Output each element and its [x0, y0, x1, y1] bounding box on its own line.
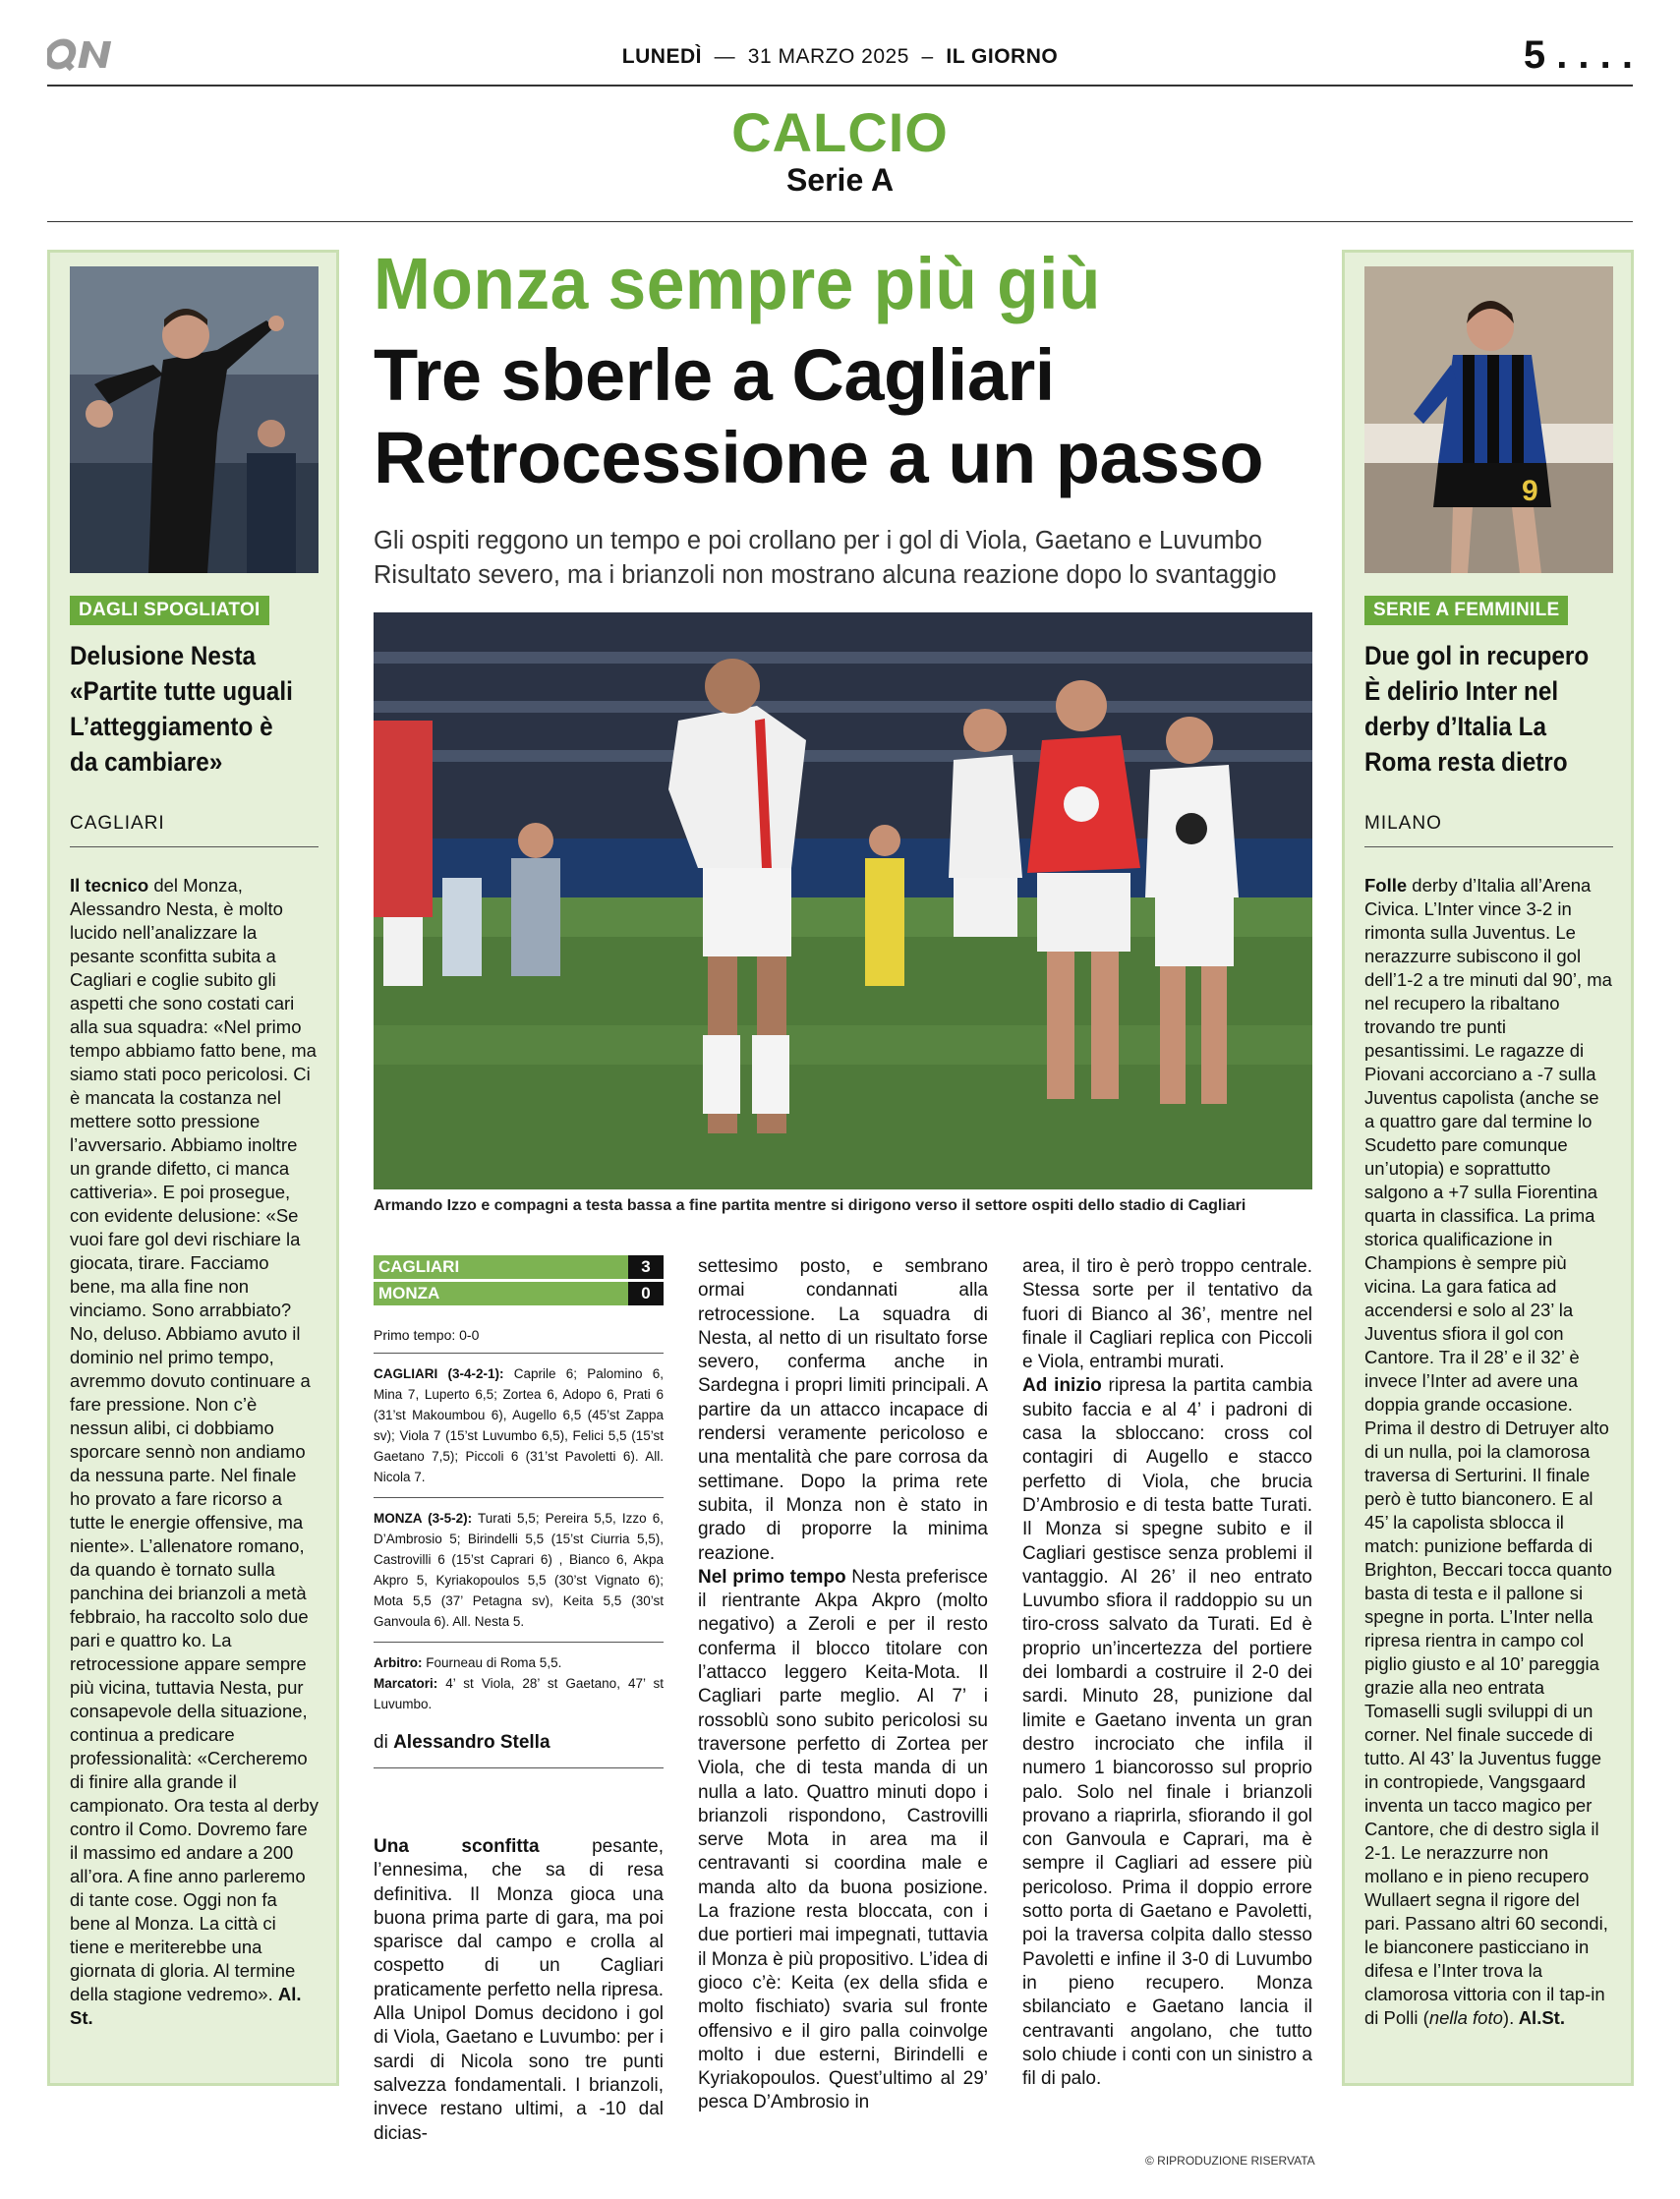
sidebar-signature: Al. St. — [70, 1984, 302, 2028]
main-photo — [374, 612, 1312, 1189]
sidebar-signature: Al.St. — [1518, 2007, 1565, 2028]
nesta-photo — [70, 266, 319, 573]
copyright-notice: © RIPRODUZIONE RISERVATA — [1145, 2154, 1315, 2168]
dateline: LUNEDÌ — 31 MARZO 2025 – IL GIORNO — [621, 45, 1059, 68]
masthead — [47, 33, 1633, 87]
article-column-1: Una sconfitta pesante, l’ennesima, che sa di resa definitiva. Il Monza gioca una buona prima parte di gara, ma poi sparisce dal campo e crolla al cospetto di un Cagliari praticamente perfetto nella ripresa. Alla Unipol Domus decidono i gol di Viola, Gaetano e Luvumbo: per i sardi di Nicola sono tre punti salvezza fondamentali. I brianzoli, invece restano ultimi, a -10 dal dicias- — [374, 1836, 664, 2144]
right-sidebar — [1342, 250, 1634, 2086]
article-column-3: area, il tiro è però troppo centrale. Stessa sorte per il tentativo da fuori di Bianco al 36’, mentre nel finale il Cagliari replica con Piccoli e Viola, entrambi murati. Ad inizio ripresa la partita cambia subito faccia e al 4’ i padroni di casa la sbloccano: cross col contagiri di Augello e stacco perfetto di Viola, che brucia D’Ambrosio e di testa batte Turati. Il Monza si spegne subito e il Cagliari gestisce senza problemi il vantaggio. Al 26’ il neo entrato Luvumbo sfiora il raddoppio su un tiro-cross salvato da Turati. Ed è proprio un’incertezza del portiere dei lombardi a costruire il 2-0 dei sardi. Minuto 28, punizione dal limite e Gaetano inventa un gran destro incrociato che infila il numero 1 biancorosso sul proprio palo. Solo nel finale i brianzoli provano a riaprirla, sfiorando il gol con Ganvoula e Caprari, ma è sempre il Cagliari ad essere più pericoloso. Prima il doppio errore sotto porta di Gaetano e Pavoletti, poi la traversa colpita dallo stesso Pavoletti e infine il 3-0 di Luvumbo in pieno recupero. Monza sbilanciato e Gaetano lancia il centravanti angolano, che tutto solo chiude i conti con un sinistro a fil di palo. — [1022, 1256, 1312, 2090]
away-lineup: MONZA (3-5-2): Turati 5,5; Pereira 5,5, Izzo 6, D’Ambrosio 5; Birindelli 5,5 (15’st Ciurria 5,5), Castrovilli 6 (15’st Caprari 6) , Bianco 6, Akpa Akpro 5, Kyriakopoulos 5,5 (30’st Vignato 6); Mota 5,5 (37’ Petagna sv), Keita 5,5 (30’st Ganvoula 6). All. Nesta 5. — [374, 1511, 664, 1629]
article-column-2: settesimo posto, e sembrano ormai condannati alla retrocessione. La squadra di Nesta, al netto di un risultato forse severo, conferma anche in Sardegna i propri limiti principali. A partire da un attacco incapace di rendersi veramente pericoloso e una mentalità che pare corrosa da settimane. Dopo la prima rete subita, il Monza non è stato in grado di proporre la minima reazione. Nel primo tempo Nesta preferisce il rientrante Akpa Akpro (molto negativo) a Zeroli e per il resto conferma il blocco titolare con l’attacco leggero Keita-Mota. Il Cagliari parte meglio. Al 7’ i rossoblù sono subito pericolosi su traversone perfetto di Zortea per Viola, che di testa manda di un nulla a lato. Quattro minuti dopo i brianzoli rispondono, Castrovilli serve Mota in area ma il centravanti si coordina male e manda alto da buona posizione. La frazione resta bloccata, con i due portieri mai impegnati, tuttavia il Monza è più propositivo. L’idea di gioco c’è: Keita (ex della sfida e molto fischiato) svaria sul fronte offensivo e il giro palla coinvolge molto i due esterni, Birindelli e Kyriakopoulos. Quest’ultimo al 29’ pesca D’Ambrosio in — [698, 1256, 988, 2113]
article-headline: Tre sberle a Cagliari Retrocessione a un passo — [374, 334, 1264, 498]
article-deck: Gli ospiti reggono un tempo e poi crollano per i gol di Viola, Gaetano e Luvumbo Risultato severo, ma i brianzoli non mostrano alcuna reazione dopo lo svantaggio — [374, 527, 1277, 589]
sidebar-headline: Delusione Nesta «Partite tutte uguali L’atteggiamento è da cambiare» — [70, 641, 293, 777]
sidebar-body: Folle derby d’Italia all’Arena Civica. L’Inter vince 3-2 in rimonta sulla Juventus. Le nerazzurre subiscono il gol dell’1-2 a tre minuti dal 90’, ma nel recupero la ribaltano trovando tre punti pesantissimi. Le ragazze di Piovani accorciano a -7 sulla Juventus capolista (anche se a quattro gare dal termine lo Scudetto pare comunque un’utopia) e soprattutto salgono a +7 sulla Fiorentina quarta in classifica. La prima storica qualificazione in Champions è sempre più vicina. La gara fatica ad accendersi e solo al 23’ la Juventus sfiora il gol con Cantore. Tra il 28’ e il 32’ è invece l’Inter ad avere una doppia grande occasione. Prima il destro di Detruyer alto di un nulla, poi la clamorosa traversa di Serturini. Il finale però è tutto bianconero. E al 45’ la capolista sblocca il match: punizione beffarda di Brighton, Beccari tocca quanto basta di testa e il pallone si spegne in porta. L’Inter nella ripresa rientra in campo col piglio giusto e al 10’ pareggia grazie alla neo entrata Tomaselli sugli sviluppi di un corner. Nel finale succede di tutto. Al 43’ la Juventus fugge in contropiede, Vangsgaard inventa un tacco magico per Cantore, che di destro sigla il 2-1. Le nerazzurre non mollano e in pieno recupero Wullaert segna il rigore del pari. Passano altri 60 secondi, le bianconere pasticciano in difesa e l’Inter trova la clamorosa vittoria con il tap-in di Polli (nella foto). Al.St. — [1364, 875, 1612, 2028]
score-home: CAGLIARI 3 — [374, 1255, 664, 1279]
svg-text:9: 9 — [1522, 475, 1538, 507]
sidebar-dateline: MILANO — [1364, 813, 1613, 847]
sidebar-headline: Due gol in recupero È delirio Inter nel derby d’Italia La Roma resta dietro — [1364, 641, 1590, 777]
sidebar-tag: SERIE A FEMMINILE — [1364, 596, 1568, 625]
scoreboard — [374, 1255, 664, 1768]
sidebar-dateline: CAGLIARI — [70, 813, 319, 847]
match-officials: Arbitro: Fourneau di Roma 5,5. Marcatori: 4’ st Viola, 28’ st Gaetano, 47’ st Luvumbo. — [374, 1655, 664, 1711]
article-kicker: Monza sempre più giù — [374, 243, 1101, 324]
score-away: MONZA 0 — [374, 1282, 664, 1305]
left-sidebar — [47, 250, 339, 2086]
byline: di Alessandro Stella — [374, 1732, 664, 1768]
section-header — [47, 94, 1633, 222]
home-lineup: CAGLIARI (3-4-2-1): Caprile 6; Palomino 6, Mina 7, Luperto 6,5; Zortea 6, Adopo 6, Prati 6 (31’st Makoumbou 6), Augello 6,5 (45’st Zappa sv); Viola 7 (15’st Luvumbo 6,5), Felici 5,5 (15’st Gaetano 7,5); Piccoli 6 (31’st Pavoletti 6). All. Nicola 7. — [374, 1366, 664, 1484]
page-number: 5 . . . . — [1523, 33, 1633, 77]
photo-caption: Armando Izzo e compagni a testa bassa a fine partita mentre si dirigono verso il settore ospiti dello stadio di Cagliari — [374, 1197, 1246, 1214]
section-subtitle: Serie A — [785, 162, 895, 198]
section-title: CALCIO — [731, 101, 949, 163]
sidebar-body: Il tecnico del Monza, Alessandro Nesta, è molto lucido nell’analizzare la pesante sconfitta subita a Cagliari e coglie subito gli aspetti che sono costati cari alla sua squadra: «Nel primo tempo abbiamo fatto bene, ma siamo stati poco pericolosi. Ci è mancata la costanza nel mettere sotto pressione l’avversario. Abbiamo inoltre un grande difetto, ci manca cattiveria». E poi prosegue, con evidente delusione: «Se vuoi fare gol devi rischiare la giocata, tirare. Facciamo bene, ma alla fine non vinciamo. Sono arrabbiato? No, deluso. Abbiamo avuto il dominio nel primo tempo, avremmo dovuto continuare a fare pressione. Non c’è nessun alibi, ci dobbiamo sporcare sennò non andiamo da nessuna parte. Nel finale ho provato a fare ricorso a tutte le energie offensive, ma niente». L’allenatore romano, da quando è tornato sulla panchina dei brianzoli a metà febbraio, ha raccolto solo due pari e quattro ko. La retrocessione appare sempre più vicina, tuttavia Nesta, pur consapevole della situazione, continua a predicare professionalità: «Cercheremo di finire alla grande il campionato. Ora testa al derby contro il Como. Dovremo fare il massimo ed andare a 200 all’ora. A fine anno parleremo di tante cose. Oggi non fa bene al Monza. La città ci tiene e meriterebbe una giornata di gloria. Al termine della stagione vedremo». Al. St. — [70, 875, 319, 2028]
sidebar-tag: DAGLI SPOGLIATOI — [70, 596, 269, 625]
inter-player-photo — [1364, 266, 1613, 573]
half-time-score: Primo tempo: 0-0 — [374, 1327, 480, 1343]
